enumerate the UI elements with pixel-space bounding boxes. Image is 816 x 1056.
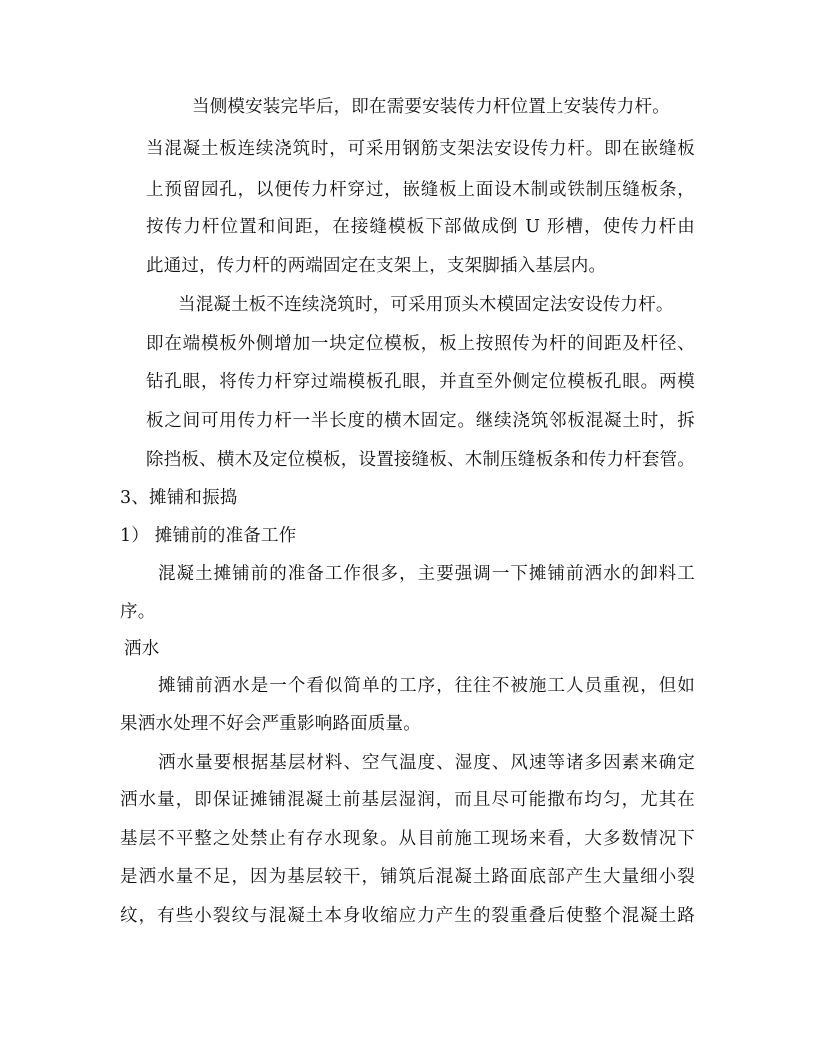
text-line: 当混凝土板连续浇筑时，可采用钢筋支架法安设传力杆。即在嵌缝板 xyxy=(146,139,695,159)
text-line: 当侧模安装完毕后，即在需要安装传力杆位置上安装传力杆。 xyxy=(192,97,670,117)
text-line: 上预留园孔，以便传力杆穿过，嵌缝板上面设木制或铁制压缝板条， xyxy=(146,180,695,200)
text-line: 当混凝土板不连续浇筑时，可采用顶头木模固定法安设传力杆。 xyxy=(178,295,674,315)
subheading: 洒水 xyxy=(124,639,160,659)
text-line: 序。 xyxy=(120,602,156,622)
text-line: 钻孔眼，将传力杆穿过端模板孔眼，并直至外侧定位模板孔眼。两模 xyxy=(146,372,695,392)
text-line: 按传力杆位置和间距，在接缝模板下部做成倒 U 形槽，使传力杆由 xyxy=(146,217,695,237)
text-line: 基层不平整之处禁止有存水现象。从目前施工现场来看，大多数情况下 xyxy=(120,829,695,849)
text-line: 果洒水处理不好会严重影响路面质量。 xyxy=(120,714,421,734)
subsection-heading: 1） 摊铺前的准备工作 xyxy=(120,526,297,546)
text-line: 板之间可用传力杆一半长度的横木固定。继续浇筑邻板混凝土时，拆 xyxy=(146,411,695,431)
text-line: 纹，有些小裂纹与混凝土本身收缩应力产生的裂重叠后使整个混凝土路 xyxy=(120,906,695,926)
text-line: 摊铺前洒水是一个看似简单的工序，往往不被施工人员重视，但如 xyxy=(158,676,695,696)
text-line: 除挡板、横木及定位模板，设置接缝板、木制压缝板条和传力杆套管。 xyxy=(146,450,695,470)
text-line: 洒水量，即保证摊铺混凝土前基层湿润，而且尽可能撒布均匀，尤其在 xyxy=(120,790,695,810)
text-line: 混凝土摊铺前的准备工作很多，主要强调一下摊铺前洒水的卸料工 xyxy=(158,564,695,584)
text-line: 此通过，传力杆的两端固定在支架上，支架脚插入基层内。 xyxy=(146,256,607,276)
text-line: 即在端模板外侧增加一块定位模板，板上按照传为杆的间距及杆径、 xyxy=(146,334,695,354)
section-heading: 3、摊铺和振捣 xyxy=(120,488,238,508)
text-line: 是洒水量不足，因为基层较干，铺筑后混凝土路面底部产生大量细小裂 xyxy=(120,867,695,887)
text-line: 洒水量要根据基层材料、空气温度、湿度、风速等诸多因素来确定 xyxy=(158,753,695,773)
